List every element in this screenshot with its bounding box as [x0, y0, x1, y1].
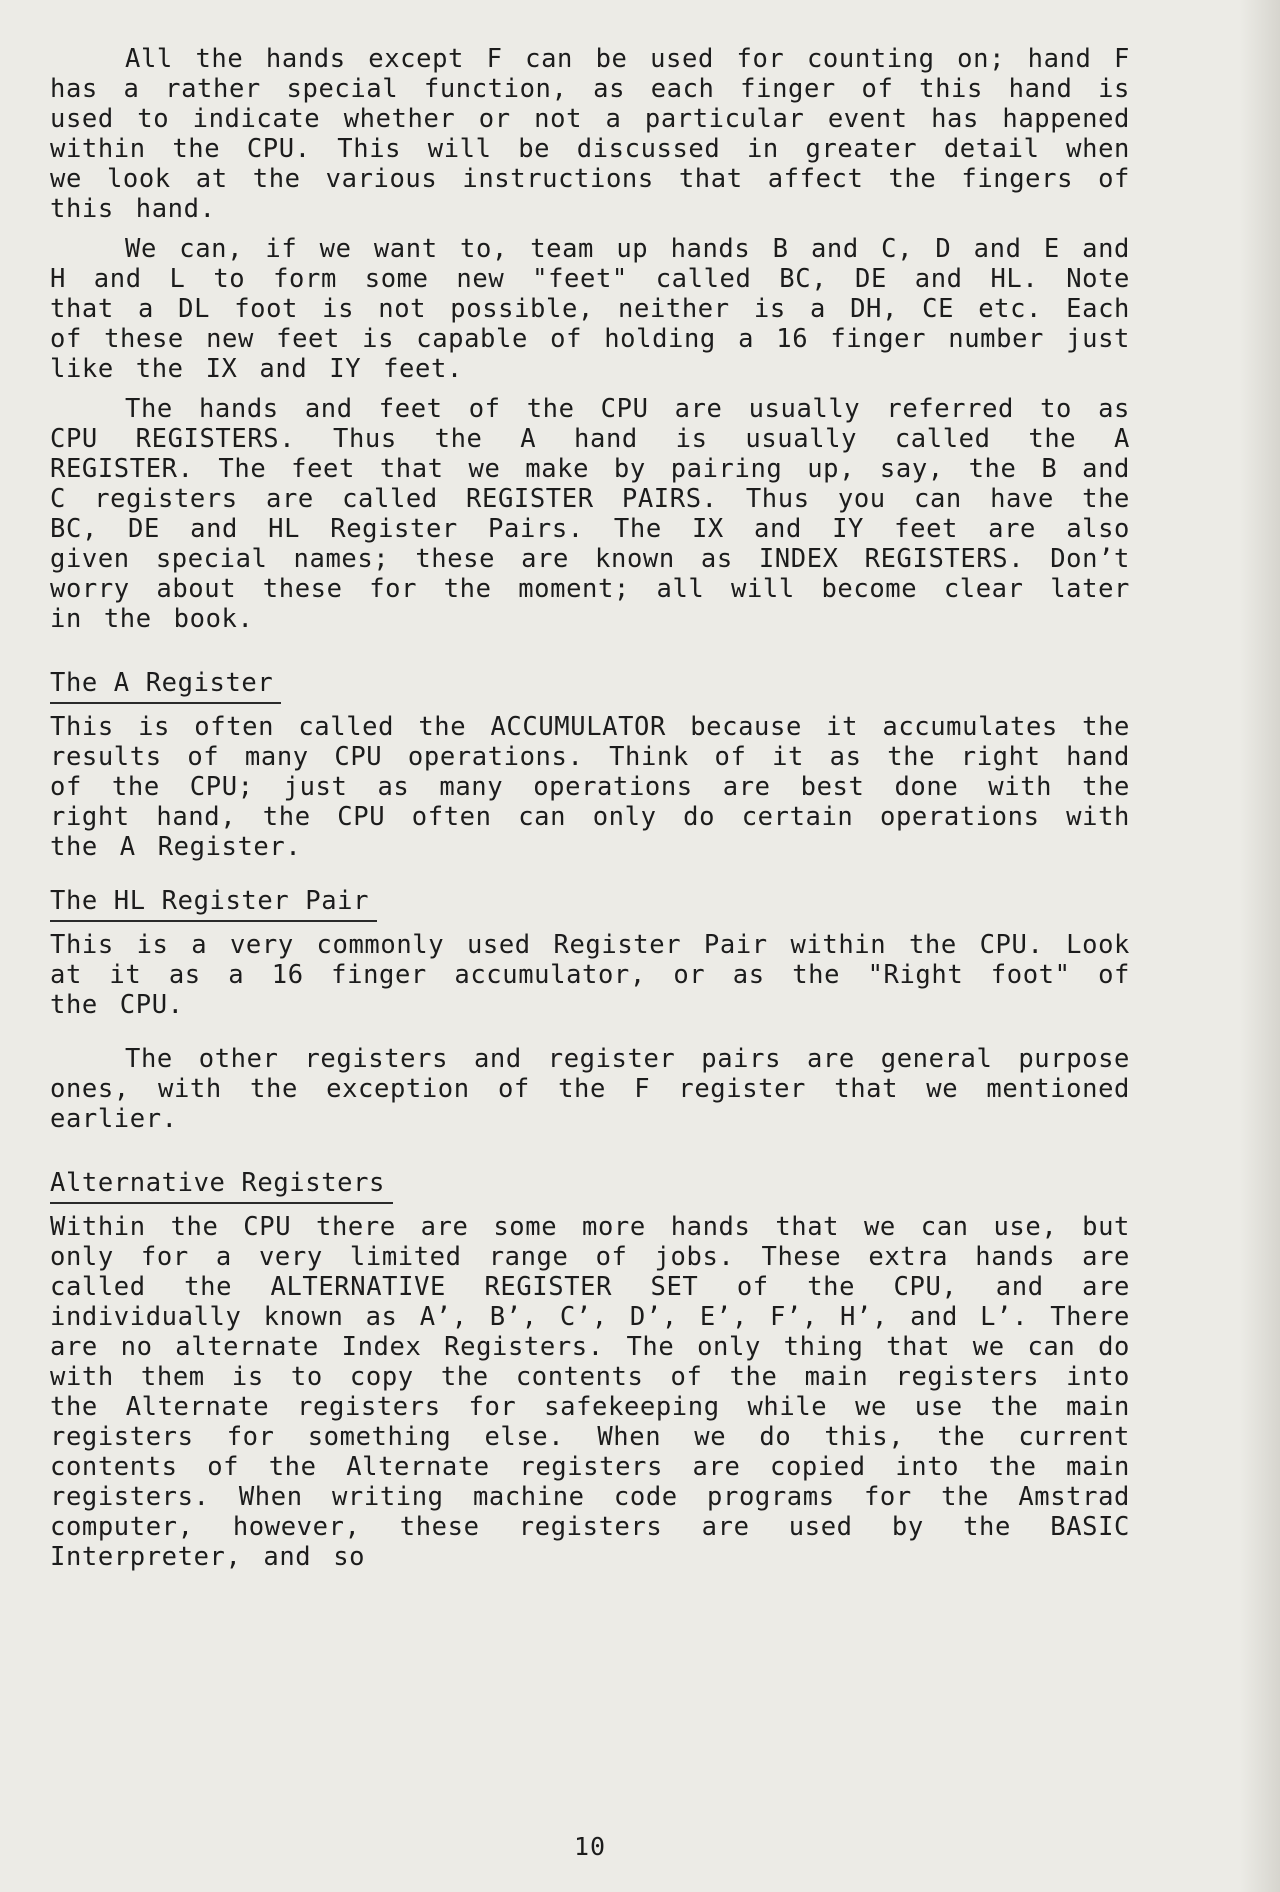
page-number: 10: [573, 1832, 607, 1861]
paragraph-hand-f: All the hands except F can be used for counting on; hand F has a rather special function, as each finger of this hand is used to indicate whether or not a particular event has happened within the CPU. This will be discussed in greater detail when we look at the various instructions that affect the fingers of this hand.: [50, 44, 1130, 224]
page-body: [50, 44, 1130, 1572]
paragraph-a-register: This is often called the ACCUMULATOR because it accumulates the results of many CPU operations. Think of it as the right hand of the CPU; just as many operations are best done with the right hand, the CPU often can only do certain operations with the A Register.: [50, 712, 1130, 862]
paragraph-hl-register-pair: This is a very commonly used Register Pair within the CPU. Look at it as a 16 finger accumulator, or as the "Right foot" of the CPU.: [50, 930, 1130, 1020]
paragraph-general-purpose: The other registers and register pairs are general purpose ones, with the exception of the F register that we mentioned earlier.: [50, 1044, 1130, 1134]
heading-alternative-registers: Alternative Registers: [50, 1168, 393, 1204]
paragraph-cpu-registers: The hands and feet of the CPU are usually referred to as CPU REGISTERS. Thus the A hand is usually called the A REGISTER. The feet that we make by pairing up, say, the B and C registers are called REGISTER PAIRS. Thus you can have the BC, DE and HL Register Pairs. The IX and IY feet are also given special names; these are known as INDEX REGISTERS. Don’t worry about these for the moment; all will become clear later in the book.: [50, 394, 1130, 634]
heading-a-register: The A Register: [50, 668, 281, 704]
page-edge-shadow: [1240, 0, 1280, 1892]
paragraph-alternative-registers: Within the CPU there are some more hands that we can use, but only for a very limited range of jobs. These extra hands are called the ALTERNATIVE REGISTER SET of the CPU, and are individually known as A’, B’, C’, D’, E’, F’, H’, and L’. There are no alternate Index Registers. The only thing that we can do with them is to copy the contents of the main registers into the Alternate registers for safekeeping while we use the main registers for something else. When we do this, the current contents of the Alternate registers are copied into the main registers. When writing machine code programs for the Amstrad computer, however, these registers are used by the BASIC Interpreter, and so: [50, 1212, 1130, 1572]
paragraph-register-pairs-intro: We can, if we want to, team up hands B and C, D and E and H and L to form some new "feet" called BC, DE and HL. Note that a DL foot is not possible, neither is a DH, CE etc. Each of these new feet is capable of holding a 16 finger number just like the IX and IY feet.: [50, 234, 1130, 384]
heading-hl-register-pair: The HL Register Pair: [50, 886, 377, 922]
